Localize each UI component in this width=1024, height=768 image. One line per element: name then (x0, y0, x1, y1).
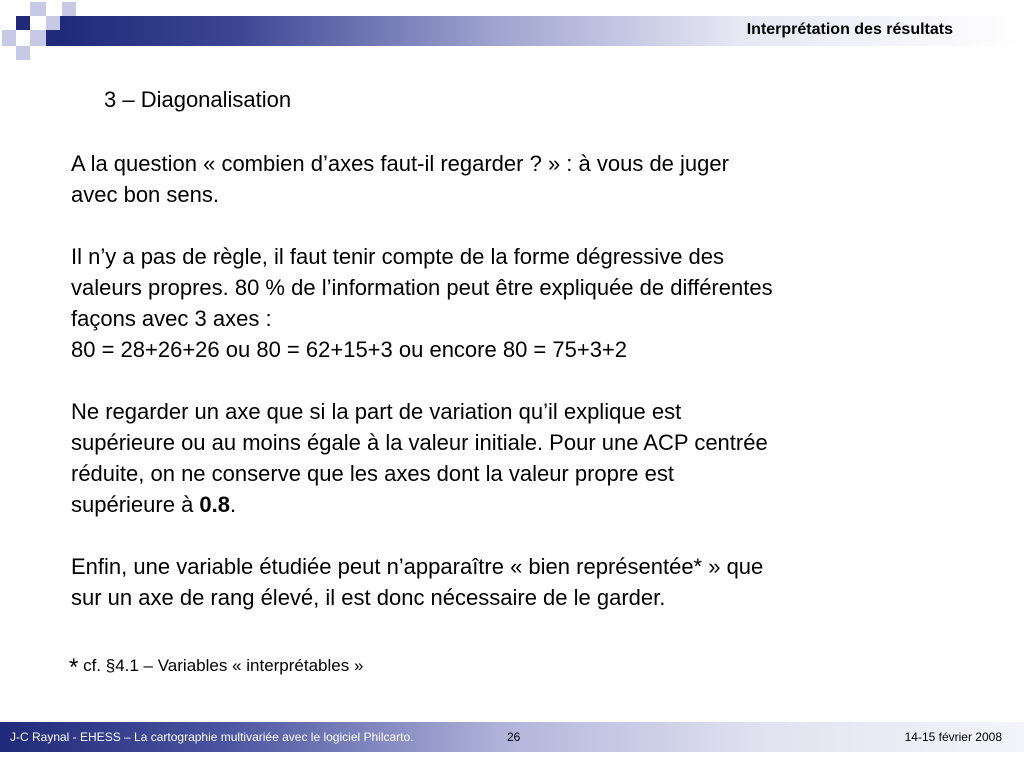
paragraph-high-rank-axis (71, 551, 911, 613)
threshold-value: 0.8 (199, 492, 231, 517)
slide-title: Interprétation des résultats (746, 21, 953, 38)
footnote-text: cf. §4.1 – Variables « interprétables » (78, 656, 364, 675)
text-fragment: supérieure à (71, 492, 200, 517)
decor-square (30, 2, 46, 16)
section-heading: 3 – Diagonalisation (104, 87, 292, 112)
text-line: valeurs propres. 80 % de l’information peut être expliquée de différentes (71, 275, 773, 300)
decor-square (46, 30, 60, 46)
text-line: Enfin, une variable étudiée peut n’apparaître « bien représentée* » que (71, 554, 764, 579)
paragraph-no-rule (71, 241, 911, 365)
text-line: 80 = 28+26+26 ou 80 = 62+15+3 ou encore 80 = 75+3+2 (71, 337, 628, 362)
footer-credit: J-C Raynal - EHESS – La cartographie multivariée avec le logiciel Philcarto. (10, 730, 414, 744)
text-line: Il n’y a pas de règle, il faut tenir compte de la forme dégressive des (71, 244, 725, 269)
text-line: avec bon sens. (71, 182, 219, 207)
page-number: 26 (507, 730, 521, 744)
text-line (71, 489, 911, 520)
decor-square (62, 2, 76, 16)
paragraph-threshold (71, 396, 911, 520)
decor-square (46, 16, 60, 30)
text-line: façons avec 3 axes : (71, 306, 272, 331)
text-line: supérieure ou au moins égale à la valeur initiale. Pour une ACP centrée (71, 430, 768, 455)
footer-date: 14-15 février 2008 (904, 730, 1002, 744)
text-fragment: . (230, 492, 237, 517)
footnote-marker: * (69, 654, 79, 681)
text-line: sur un axe de rang élevé, il est donc nécessaire de le garder. (71, 585, 666, 610)
slide-body (71, 148, 911, 613)
decor-square (30, 30, 46, 46)
footnote (69, 650, 364, 681)
decor-square (2, 30, 16, 46)
paragraph-axes-question (71, 148, 911, 210)
text-line: réduite, on ne conserve que les axes dont la valeur propre est (71, 461, 674, 486)
decor-square (16, 46, 30, 60)
text-line: A la question « combien d’axes faut-il regarder ? » : à vous de juger (71, 151, 729, 176)
text-line: Ne regarder un axe que si la part de variation qu’il explique est (71, 399, 682, 424)
decor-square (16, 16, 30, 30)
